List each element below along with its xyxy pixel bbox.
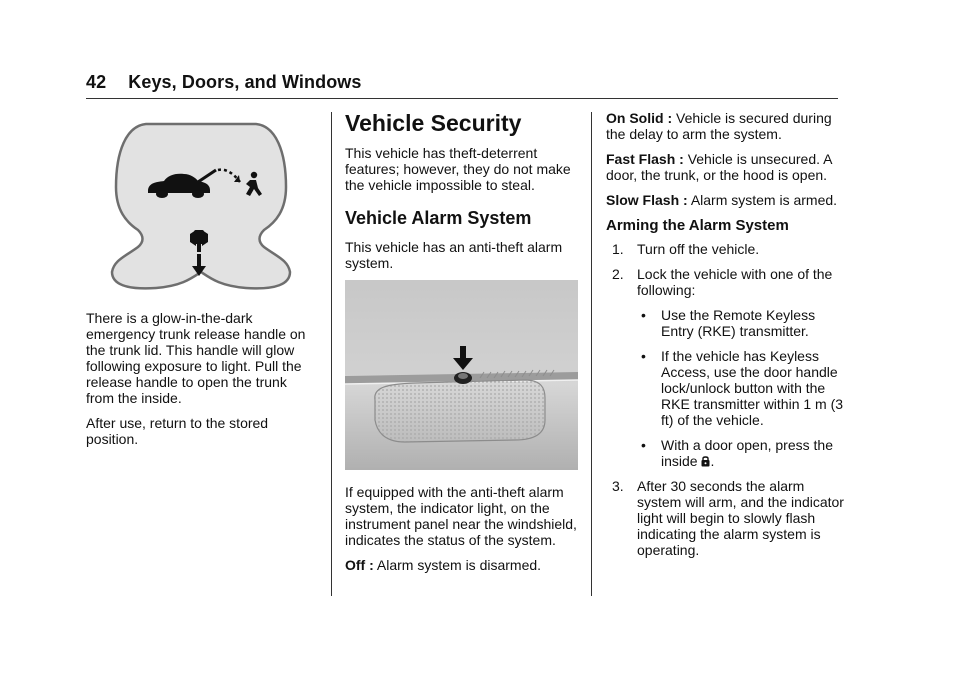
column-1 [86,110,316,456]
vehicle-alarm-heading: Vehicle Alarm System [345,208,532,228]
bullet-end: . [710,453,715,469]
fast-flash-text: Vehicle is unsecured. A door, the trunk, or the hood is open. [606,151,832,183]
column-divider-1 [331,112,332,596]
speaker-grille [375,380,545,442]
anti-theft-paragraph: This vehicle has an anti-theft alarm system. [345,239,563,271]
step-number: 3. [612,478,624,494]
arming-steps [606,241,846,558]
arming-alarm-heading: Arming the Alarm System [606,217,789,234]
column-2 [345,110,585,582]
step-number: 2. [612,266,624,282]
on-solid-text: Vehicle is secured during the delay to arm the system. [606,110,832,142]
bullet: • [641,437,646,453]
fast-flash-term: Fast Flash : [606,151,684,167]
dashboard-indicator-illustration [345,280,578,470]
indicator-light-paragraph: If equipped with the anti-theft alarm system, the indicator light, on the instrument panel near the windshield, indicates the status of the system. [345,484,577,548]
list-item [637,437,846,469]
bullet-text: Use the Remote Keyless Entry (RKE) transmitter. [661,307,816,339]
vehicle-security-heading: Vehicle Security [345,110,522,136]
slow-flash-text: Alarm system is armed. [690,192,838,208]
page-number: 42 [86,72,107,92]
off-text: Alarm system is disarmed. [376,557,542,573]
on-solid-term: On Solid : [606,110,673,126]
step-number: 1. [612,241,624,257]
off-term: Off : [345,557,374,573]
fast-flash-definition [606,151,846,183]
step-text: After 30 seconds the alarm system will arm, and the indicator light will begin to slowly flash indicating the alarm system is operating. [637,478,844,558]
off-definition [345,557,585,573]
lock-methods [637,307,846,469]
page-header [86,72,362,93]
list-item [606,241,846,257]
column-divider-2 [591,112,592,596]
slow-flash-term: Slow Flash : [606,192,688,208]
theft-deterrent-paragraph: This vehicle has theft-deterrent features; however, they do not make the vehicle impossible to steal. [345,145,571,193]
indicator-light-icon [454,372,472,384]
slow-flash-definition [606,192,846,208]
list-item [637,307,846,339]
after-use-paragraph: After use, return to the stored position. [86,415,269,447]
bullet-text: With a door open, press the inside [661,437,833,469]
section-title: Keys, Doors, and Windows [128,72,362,92]
list-item [606,266,846,469]
column-3 [606,110,846,567]
header-rule [86,98,838,99]
list-item [637,348,846,428]
step-text: Lock the vehicle with one of the following: [637,266,833,298]
bullet-text: If the vehicle has Keyless Access, use the door handle lock/unlock button with the RKE transmitter within 1 m (3 ft) of the vehicle. [661,348,844,428]
bullet: • [641,348,646,364]
step-text: Turn off the vehicle. [637,241,760,257]
list-item [606,478,846,558]
bullet: • [641,307,646,323]
on-solid-definition [606,110,846,142]
glow-handle-paragraph: There is a glow-in-the-dark emergency trunk release handle on the trunk lid. This handle will glow following exposure to light. Pull the release handle to open the trunk from the inside. [86,310,306,406]
trunk-release-illustration [86,112,316,296]
